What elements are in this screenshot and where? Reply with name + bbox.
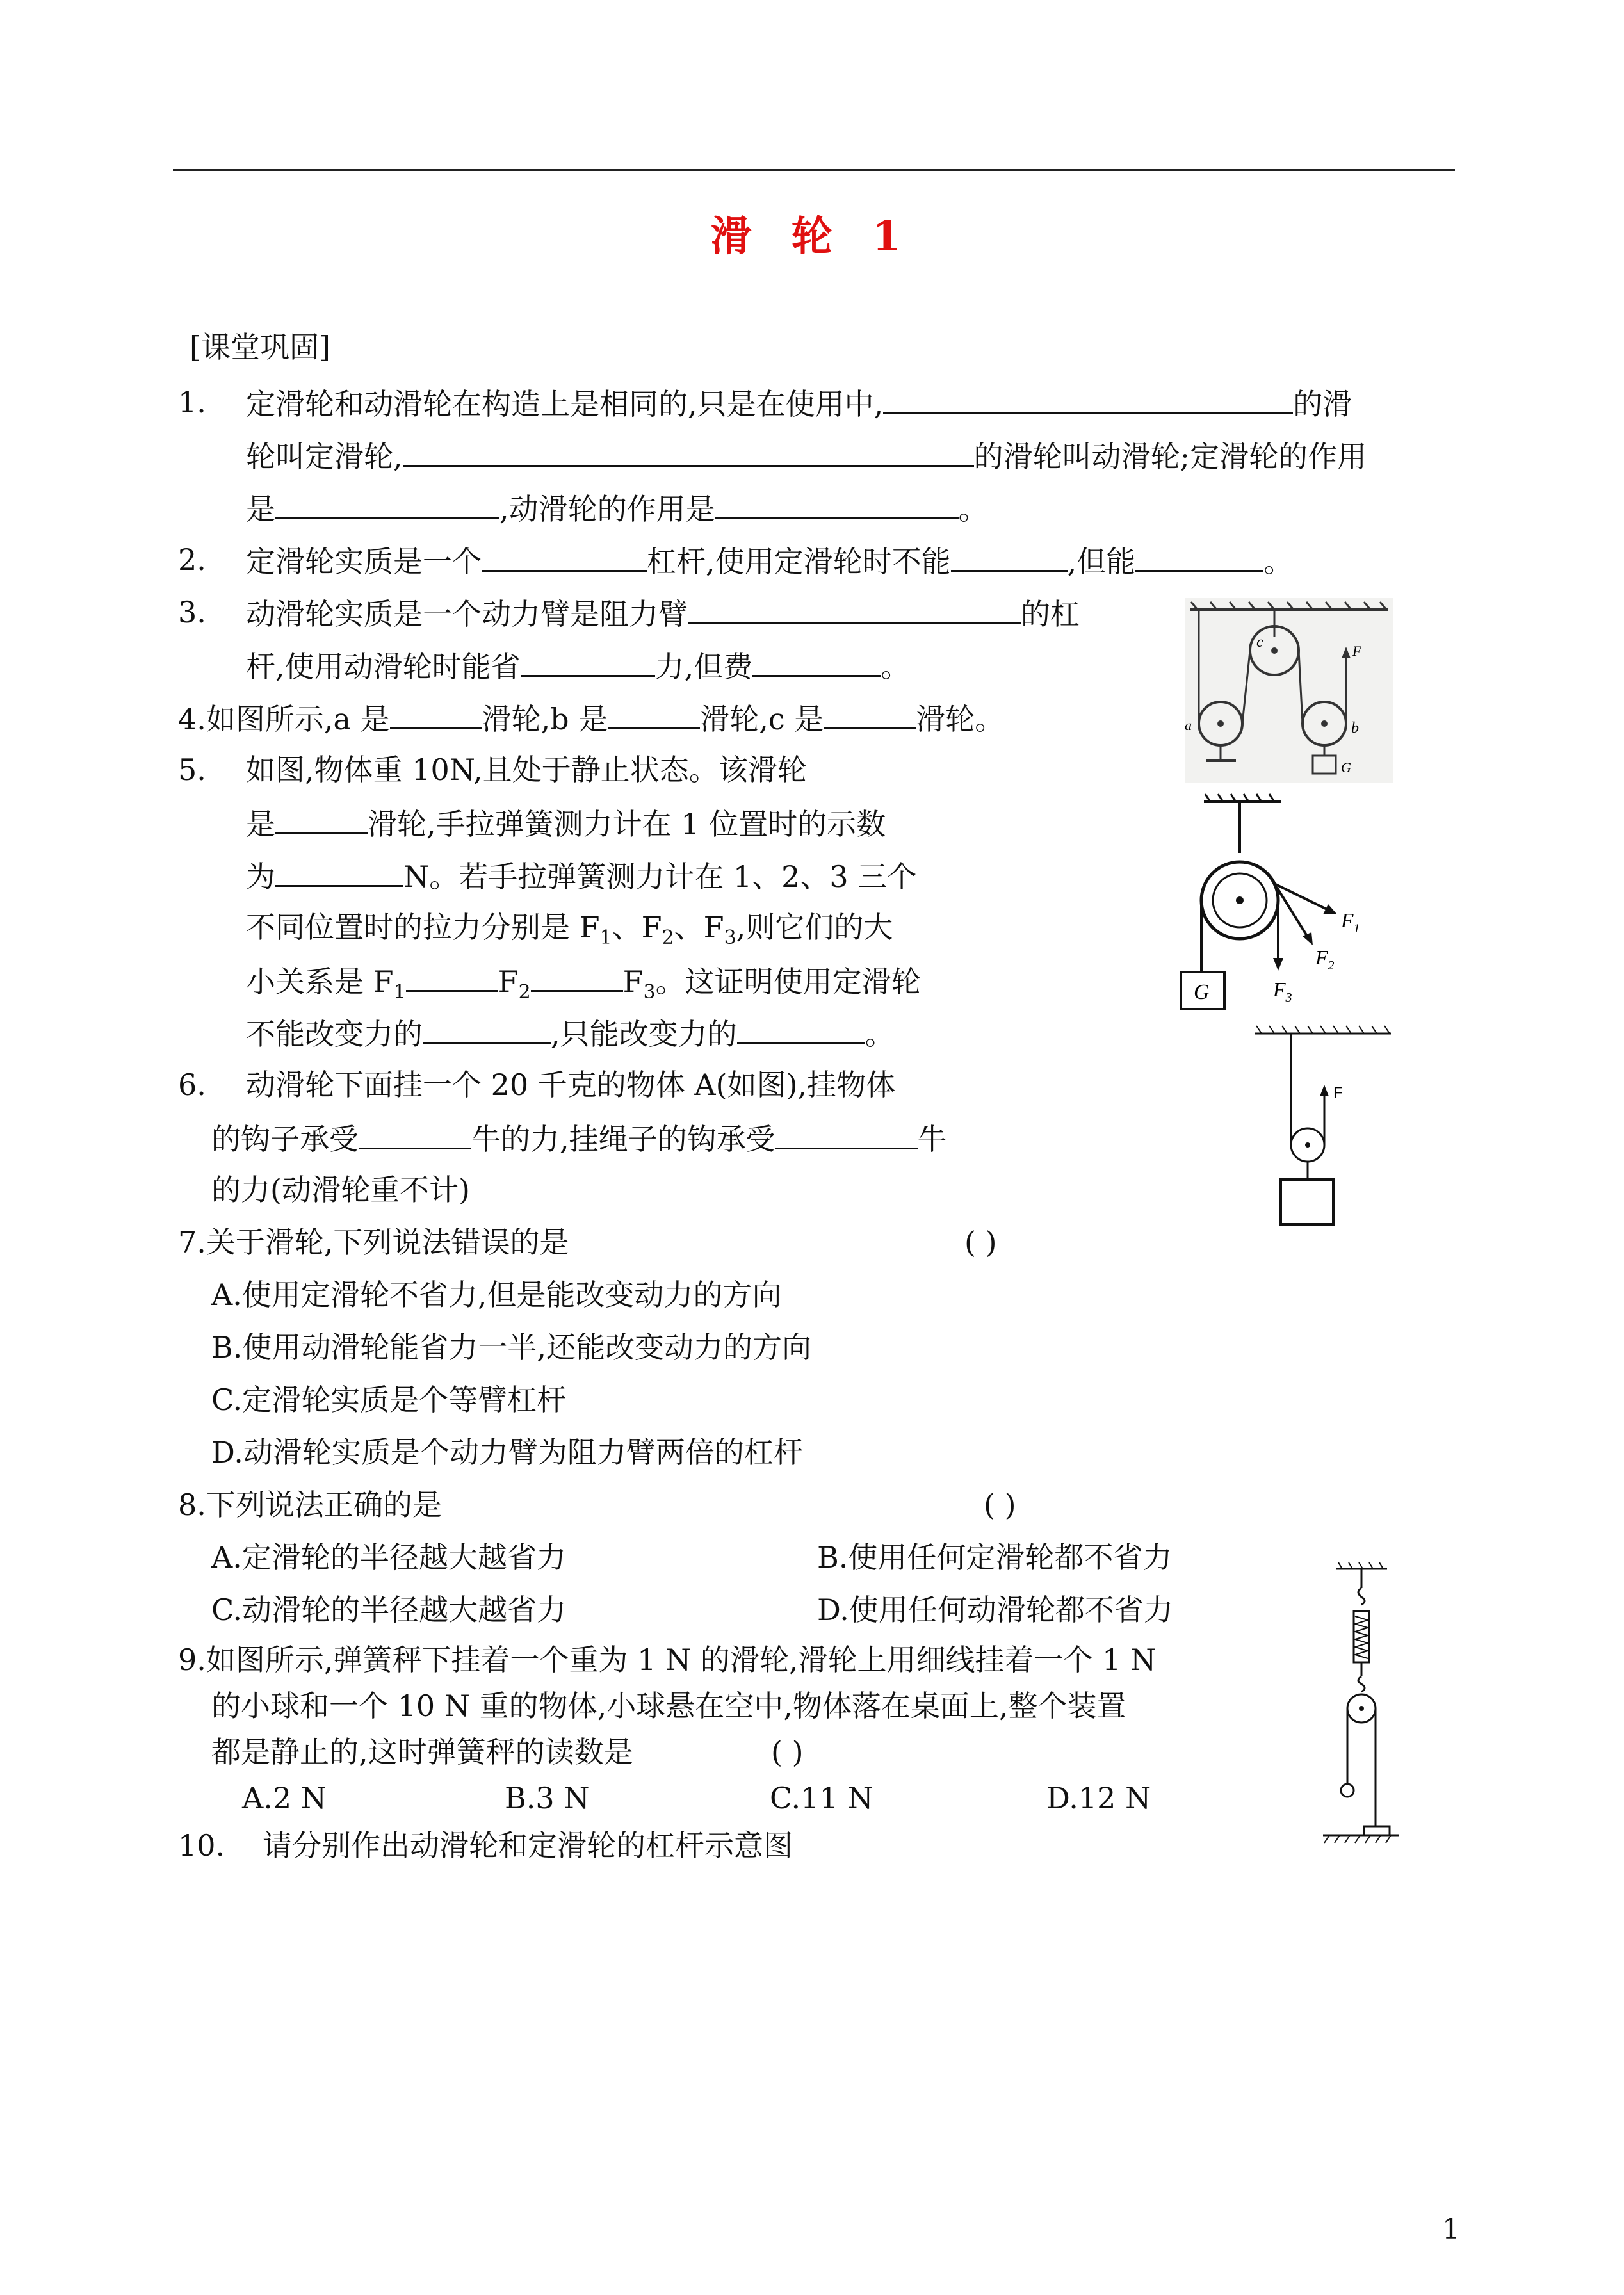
q4-text: 滑轮。	[916, 702, 1005, 736]
q8-answer-parens[interactable]: ( )	[984, 1488, 1016, 1522]
fixed-pulley-figure	[1178, 791, 1383, 1022]
q10-text: 请分别作出动滑轮和定滑轮的杠杆示意图	[263, 1828, 793, 1863]
q4-blank-3[interactable]	[824, 698, 916, 729]
force-label-f1: $F_1$	[1341, 909, 1360, 936]
q5-text: 不同位置时的拉力分别是 F	[246, 910, 600, 945]
q5-blank-4[interactable]	[531, 961, 623, 992]
q2-text: 。	[1263, 544, 1294, 579]
q5-text: 为	[246, 859, 275, 894]
q2-text: ,但能	[1067, 544, 1136, 579]
q3-line1	[246, 593, 1080, 633]
q6-blank-2[interactable]	[775, 1118, 918, 1149]
figure-label-b: b	[1351, 720, 1359, 736]
pulley-system-figure	[1185, 598, 1393, 783]
q2-text: 杠杆,使用定滑轮时不能	[647, 544, 951, 579]
q3-text: 的杠	[1021, 597, 1080, 631]
q8-stem: 8.下列说法正确的是	[178, 1488, 442, 1522]
q7-option-c: C.定滑轮实质是个等臂杠杆	[211, 1383, 567, 1417]
q2-text: 定滑轮实质是一个	[246, 544, 482, 579]
figure-label-g: G	[1341, 759, 1351, 775]
q1-line1	[246, 383, 1352, 423]
q3-text: 动滑轮实质是一个动力臂是阻力臂	[246, 597, 688, 631]
q5-blank-3[interactable]	[406, 961, 498, 992]
q4-blank-2[interactable]	[608, 698, 700, 729]
q5-sub: 2	[662, 927, 674, 950]
figure-label-f: F	[1352, 643, 1361, 659]
q4-text: 滑轮,b 是	[482, 702, 608, 736]
q5-text: F	[622, 964, 644, 999]
q3-text: 杆,使用动滑轮时能省	[246, 649, 521, 684]
q6-blank-1[interactable]	[359, 1118, 471, 1149]
q7-answer-parens[interactable]: ( )	[964, 1225, 997, 1260]
q5-text: N。若手拉弹簧测力计在 1、2、3 三个	[403, 859, 917, 894]
section-heading: [课堂巩固]	[190, 330, 330, 364]
q5-line4	[246, 908, 893, 957]
q6-line2	[211, 1118, 947, 1158]
q5-sub: 3	[643, 981, 656, 1004]
q1-line3	[246, 488, 988, 528]
q6-line1: 动滑轮下面挂一个 20 千克的物体 A(如图),挂物体	[246, 1067, 896, 1102]
q1-text: 的滑	[1293, 387, 1352, 421]
q5-blank-1[interactable]	[275, 803, 368, 834]
force-label-f2: $F_2$	[1315, 946, 1335, 973]
q2-blank-1[interactable]	[482, 540, 647, 572]
q5-text: 。	[865, 1017, 895, 1051]
q1-text: 的滑轮叫动滑轮;定滑轮的作用	[973, 439, 1367, 474]
q1-text: 是	[246, 492, 275, 526]
q1-text: 。	[958, 492, 988, 526]
q3-text: 力,但费	[654, 649, 753, 684]
page-title: 滑 轮 1	[710, 213, 914, 261]
header-rule	[173, 169, 1455, 171]
q5-sub: 1	[393, 981, 406, 1004]
q4-number: 4.	[178, 702, 206, 736]
q6-text: 牛	[917, 1122, 947, 1156]
q1-number: 1.	[178, 385, 206, 419]
q4-blank-1[interactable]	[390, 698, 482, 729]
q3-blank-3[interactable]	[752, 645, 881, 677]
q7-option-a: A.使用定滑轮不省力,但是能改变动力的方向	[211, 1277, 782, 1312]
q4-line	[178, 698, 1004, 738]
q8-option-d: D.使用任何动滑轮都不省力	[817, 1593, 1173, 1627]
page-number: 1	[1442, 2213, 1460, 2246]
q5-number: 5.	[178, 752, 206, 787]
q9-line1: 9.如图所示,弹簧秤下挂着一个重为 1 N 的滑轮,滑轮上用细线挂着一个 1 N	[178, 1642, 1157, 1677]
q1-line2	[246, 435, 1367, 476]
q7-stem: 7.关于滑轮,下列说法错误的是	[178, 1225, 569, 1260]
q5-line5	[246, 961, 921, 1012]
q5-text: 滑轮,手拉弹簧测力计在 1 位置时的示数	[368, 807, 886, 841]
q1-blank-4[interactable]	[715, 488, 959, 519]
q6-text: 牛的力,挂绳子的钩承受	[471, 1122, 775, 1156]
q1-text: 定滑轮和动滑轮在构造上是相同的,只是在使用中,	[246, 387, 884, 421]
q5-text: 。这证明使用定滑轮	[655, 964, 921, 999]
q4-text: 滑轮,c 是	[700, 702, 824, 736]
q5-text: 是	[246, 807, 275, 841]
q8-option-a: A.定滑轮的半径越大越省力	[211, 1540, 566, 1575]
q5-blank-2[interactable]	[275, 856, 403, 887]
q5-line3	[246, 856, 916, 896]
movable-pulley-figure	[1249, 1021, 1396, 1232]
q2-line	[246, 540, 1293, 581]
q1-text: ,动滑轮的作用是	[499, 492, 715, 526]
q1-blank-1[interactable]	[883, 383, 1293, 414]
q5-text: 、F	[674, 910, 724, 945]
q5-sub: 2	[518, 981, 531, 1004]
q5-text: 、F	[612, 910, 662, 945]
weight-label-g: G	[1194, 980, 1210, 1004]
q3-blank-1[interactable]	[688, 593, 1021, 624]
q8-option-b: B.使用任何定滑轮都不省力	[817, 1540, 1173, 1575]
q6-number: 6.	[178, 1067, 206, 1102]
q5-line1: 如图,物体重 10N,且处于静止状态。该滑轮	[246, 752, 807, 787]
q2-blank-2[interactable]	[951, 540, 1068, 572]
q2-number: 2.	[178, 542, 206, 577]
q10-number: 10.	[178, 1828, 225, 1863]
q9-option-b: B.3 N	[505, 1781, 590, 1815]
q5-text: 不能改变力的	[246, 1017, 423, 1051]
q5-sub: 1	[599, 927, 612, 950]
q6-text: 的钩子承受	[211, 1122, 359, 1156]
force-label-f: F	[1333, 1084, 1343, 1101]
q5-text: ,只能改变力的	[551, 1017, 737, 1051]
q5-sub: 3	[724, 927, 736, 950]
figure-label-a: a	[1185, 717, 1192, 733]
q9-option-d: D.12 N	[1046, 1781, 1151, 1815]
figure-label-c: c	[1256, 634, 1263, 651]
q4-text: 如图所示,a 是	[206, 702, 390, 736]
q1-blank-3[interactable]	[275, 488, 499, 519]
q5-blank-6[interactable]	[737, 1013, 865, 1044]
q6-line3: 的力(动滑轮重不计)	[211, 1172, 470, 1207]
q5-text: 小关系是 F	[246, 964, 394, 999]
q9-option-a: A.2 N	[242, 1781, 327, 1815]
q1-text: 轮叫定滑轮,	[246, 439, 403, 474]
q9-option-c: C.11 N	[770, 1781, 873, 1815]
q3-blank-2[interactable]	[521, 645, 655, 677]
q7-option-d: D.动滑轮实质是个动力臂为阻力臂两倍的杠杆	[211, 1435, 803, 1470]
q5-line2	[246, 803, 886, 843]
q3-number: 3.	[178, 595, 206, 629]
q8-option-c: C.动滑轮的半径越大越省力	[211, 1593, 567, 1627]
q9-answer-parens[interactable]: ( )	[771, 1735, 804, 1769]
q5-text: ,则它们的大	[736, 910, 893, 945]
q3-line2	[246, 645, 910, 686]
q3-text: 。	[881, 649, 911, 684]
q1-blank-2[interactable]	[403, 435, 974, 467]
q9-line3a: 都是静止的,这时弹簧秤的读数是	[211, 1735, 633, 1769]
q5-blank-5[interactable]	[423, 1013, 551, 1044]
q7-option-b: B.使用动滑轮能省力一半,还能改变动力的方向	[211, 1330, 812, 1365]
q2-blank-3[interactable]	[1135, 540, 1263, 572]
spring-scale-figure	[1310, 1557, 1400, 1852]
q9-line2: 的小球和一个 10 N 重的物体,小球悬在空中,物体落在桌面上,整个装置	[211, 1689, 1126, 1723]
q5-line6	[246, 1013, 895, 1053]
q5-text: F	[498, 964, 519, 999]
force-label-f3: $F_3$	[1273, 978, 1292, 1005]
